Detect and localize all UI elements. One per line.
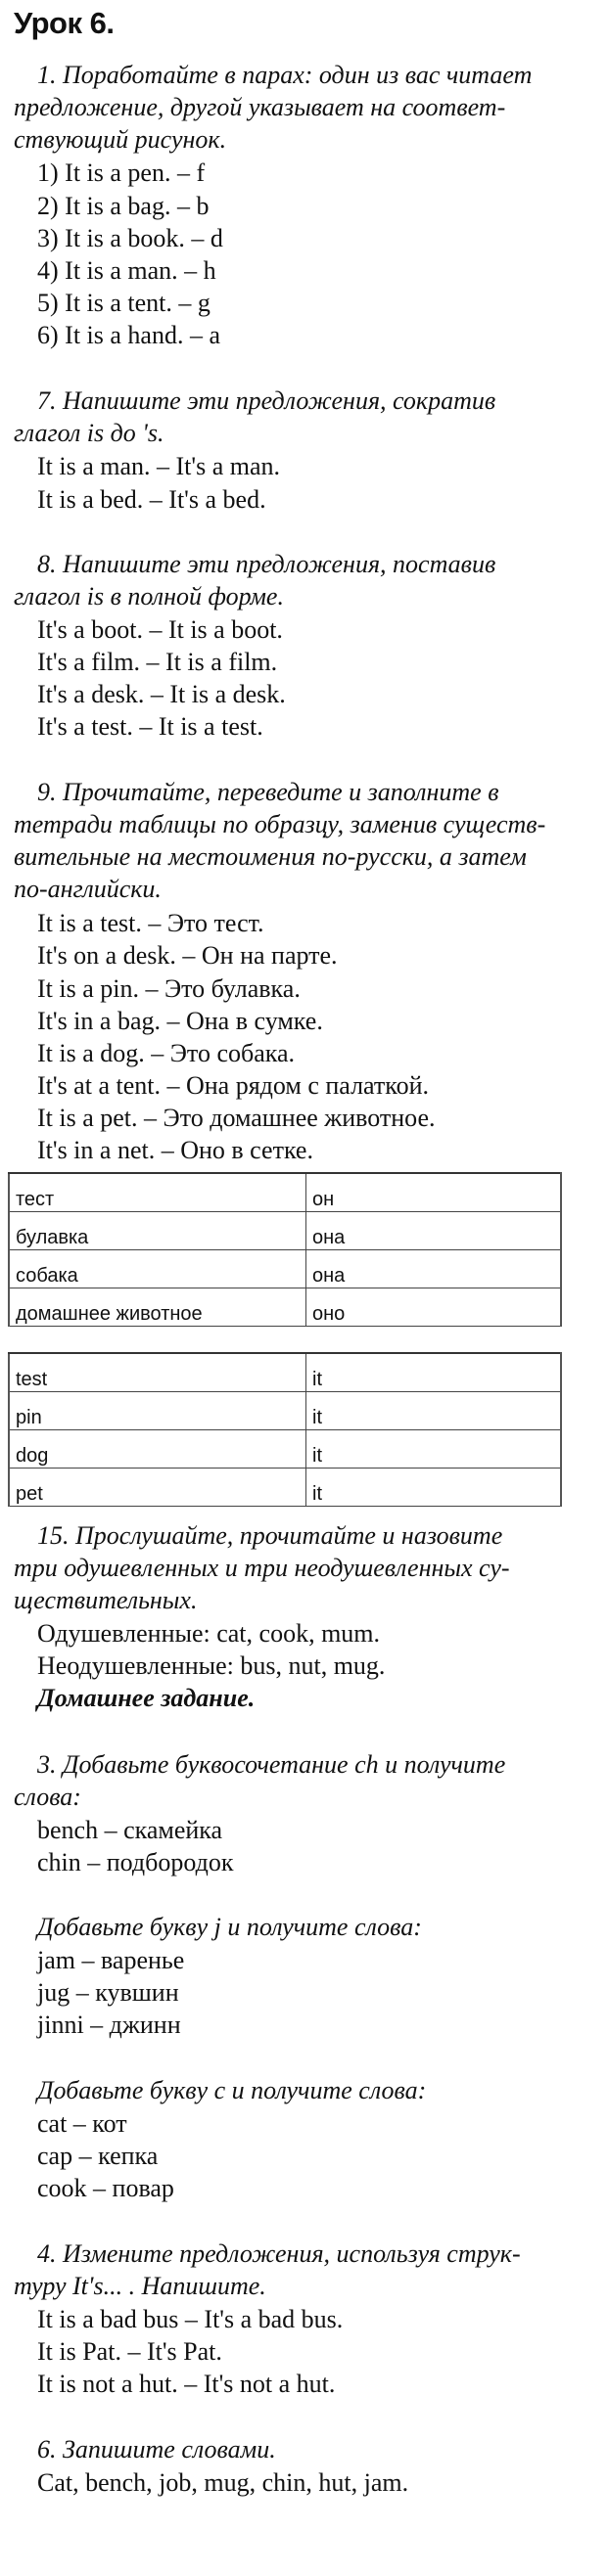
ex1-item: 2) It is a bag. – b	[37, 192, 210, 220]
table-row	[9, 1288, 561, 1327]
table-cell-noun: test	[9, 1353, 306, 1392]
table-cell-noun: собака	[9, 1250, 306, 1288]
ex9-item: It's in a bag. – Она в сумке.	[37, 1007, 323, 1035]
ex15-instruction-line-1: 15. Прослушайте, прочитайте и назовите	[37, 1521, 503, 1550]
ex1-item: 3) It is a book. – d	[37, 224, 223, 252]
lesson-title: Урок 6.	[14, 6, 115, 40]
ex9-item: It is a pin. – Это булавка.	[37, 974, 301, 1003]
pronoun-table-english	[8, 1352, 562, 1507]
ex4-item: It is Pat. – It's Pat.	[37, 2337, 222, 2366]
table-row	[9, 1353, 561, 1392]
ex1-instruction-line-1: 1. Поработайте в парах: один из вас читает	[37, 61, 533, 89]
ex9-item: It is a pet. – Это домашнее животное.	[37, 1104, 436, 1132]
ex3-instruction-j: Добавьте букву j и получите слова:	[37, 1913, 422, 1941]
ex3-item-j: jam – варенье	[37, 1946, 185, 1974]
ex9-instruction-line-2: тетради таблицы по образцу, заменив существ-	[14, 810, 546, 838]
ex1-item: 5) It is a tent. – g	[37, 289, 210, 317]
table-cell-pronoun: it	[306, 1469, 562, 1507]
ex6-items: Cat, bench, job, mug, chin, hut, jam.	[37, 2468, 409, 2497]
ex9-instruction-line-4: по-английски.	[14, 875, 162, 903]
ex3-item-c: cat – кот	[37, 2109, 127, 2138]
homework-heading: Домашнее задание.	[37, 1684, 256, 1712]
ex8-instruction-line-1: 8. Напишите эти предложения, поставив	[37, 550, 496, 578]
table-cell-noun: булавка	[9, 1212, 306, 1250]
table-row	[9, 1469, 561, 1507]
ex4-item: It is not a hut. – It's not a hut.	[37, 2370, 336, 2398]
ex3-instruction-line-1: 3. Добавьте буквосочетание ch и получите	[37, 1750, 506, 1779]
table-row	[9, 1212, 561, 1250]
ex3-item-c: cap – кепка	[37, 2142, 159, 2170]
table-cell-noun: dog	[9, 1430, 306, 1469]
ex9-instruction-line-3: вительные на местоимения по-русски, а затем	[14, 842, 527, 871]
ex1-item: 1) It is a pen. – f	[37, 158, 206, 187]
ex15-animate: Одушевленные: cat, cook, mum.	[37, 1619, 381, 1648]
ex7-item: It is a man. – It's a man.	[37, 452, 281, 480]
ex9-item: It's on a desk. – Он на парте.	[37, 941, 338, 970]
ex3-instruction-line-2: слова:	[14, 1783, 81, 1811]
ex1-instruction-line-2: предложение, другой указывает на соответ-	[14, 93, 506, 121]
ex3-item-c: cook – повар	[37, 2174, 174, 2202]
ex15-instruction-line-2: три одушевленных и три неодушевленных су-	[14, 1554, 510, 1582]
ex9-item: It is a test. – Это тест.	[37, 909, 264, 937]
ex4-instruction-line-1: 4. Измените предложения, используя струк-	[37, 2239, 521, 2268]
ex8-instruction-line-2: глагол is в полной форме.	[14, 582, 284, 610]
ex3-item-j: jinni – джинн	[37, 2011, 181, 2039]
ex3-instruction-c: Добавьте букву c и получите слова:	[37, 2076, 427, 2104]
table-row	[9, 1250, 561, 1288]
table-cell-pronoun: она	[306, 1250, 562, 1288]
ex9-item: It's in a net. – Оно в сетке.	[37, 1136, 313, 1164]
ex4-instruction-line-2: туру It's... . Напишите.	[14, 2272, 266, 2300]
ex3-item: chin – подбородок	[37, 1848, 234, 1876]
ex15-instruction-line-3: ществительных.	[14, 1586, 198, 1614]
ex1-item: 4) It is a man. – h	[37, 256, 216, 285]
ex9-item: It is a dog. – Это собака.	[37, 1039, 296, 1067]
pronoun-table-russian	[8, 1172, 562, 1327]
ex7-item: It is a bed. – It's a bed.	[37, 485, 266, 514]
ex15-inanimate: Неодушевленные: bus, nut, mug.	[37, 1651, 386, 1680]
table-cell-noun: тест	[9, 1173, 306, 1212]
ex3-item-j: jug – кувшин	[37, 1978, 179, 2007]
ex9-item: It's at a tent. – Она рядом с палаткой.	[37, 1071, 430, 1100]
table-row	[9, 1173, 561, 1212]
table-cell-pronoun: он	[306, 1173, 562, 1212]
table-cell-pronoun: it	[306, 1430, 562, 1469]
ex8-item: It's a desk. – It is a desk.	[37, 680, 286, 708]
table-cell-pronoun: она	[306, 1212, 562, 1250]
table-cell-pronoun: оно	[306, 1288, 562, 1327]
table-row	[9, 1430, 561, 1469]
table-row	[9, 1392, 561, 1430]
ex7-instruction-line-1: 7. Напишите эти предложения, сократив	[37, 386, 496, 415]
ex8-item: It's a film. – It is a film.	[37, 648, 278, 676]
ex8-item: It's a test. – It is a test.	[37, 712, 263, 741]
ex8-item: It's a boot. – It is a boot.	[37, 615, 283, 644]
table-cell-noun: pin	[9, 1392, 306, 1430]
table-cell-noun: домашнее животное	[9, 1288, 306, 1327]
ex6-instruction: 6. Запишите словами.	[37, 2435, 276, 2463]
table-cell-pronoun: it	[306, 1392, 562, 1430]
ex9-instruction-line-1: 9. Прочитайте, переведите и заполните в	[37, 778, 499, 806]
ex4-item: It is a bad bus – It's a bad bus.	[37, 2305, 344, 2333]
ex3-item: bench – скамейка	[37, 1816, 223, 1844]
ex1-instruction-line-3: ствующий рисунок.	[14, 125, 227, 154]
ex7-instruction-line-2: глагол is до 's.	[14, 419, 164, 447]
table-cell-noun: pet	[9, 1469, 306, 1507]
table-cell-pronoun: it	[306, 1353, 562, 1392]
ex1-item: 6) It is a hand. – a	[37, 321, 221, 349]
